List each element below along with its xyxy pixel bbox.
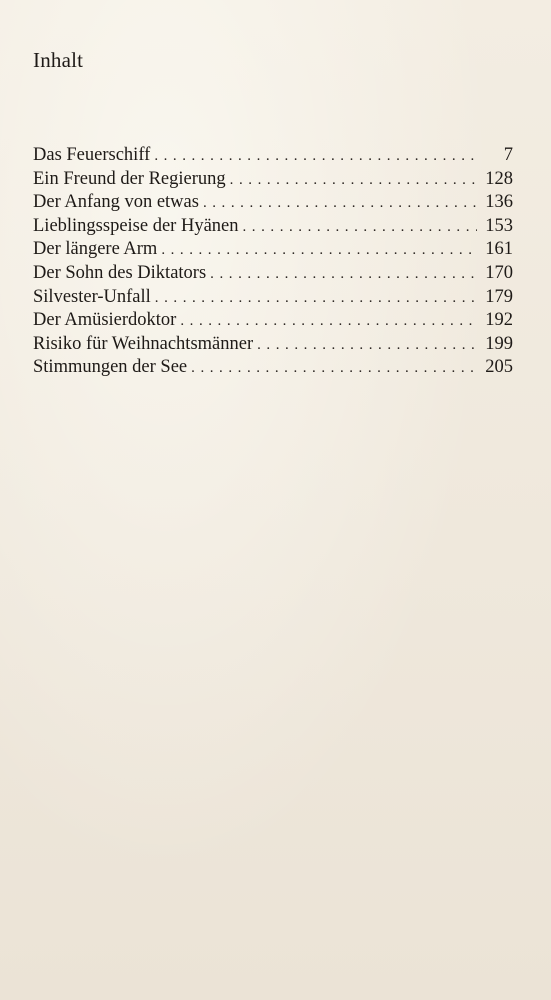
dot-leader bbox=[154, 145, 477, 169]
entry-title: Ein Freund der Regierung bbox=[33, 168, 226, 189]
dot-leader bbox=[230, 169, 477, 193]
entry-page-number: 7 bbox=[503, 145, 513, 165]
toc-entry bbox=[33, 262, 513, 286]
entry-title: Der Amüsierdoktor bbox=[33, 310, 177, 331]
entry-page-number: 170 bbox=[485, 262, 513, 283]
entry-page-number: 199 bbox=[485, 333, 513, 354]
entry-title: Der Anfang von etwas bbox=[33, 192, 199, 213]
dot-leader bbox=[155, 287, 477, 311]
entry-title: Risiko für Weihnachtsmänner bbox=[33, 333, 254, 354]
dot-leader bbox=[180, 310, 477, 334]
toc-entry bbox=[33, 356, 513, 380]
entry-page-number: 179 bbox=[485, 286, 513, 307]
toc-entry bbox=[33, 144, 513, 168]
entry-title: Der längere Arm bbox=[33, 239, 158, 260]
entry-page-number: 128 bbox=[485, 168, 513, 189]
entry-page-number: 153 bbox=[485, 215, 513, 236]
toc-entry bbox=[33, 191, 513, 215]
toc-entry bbox=[33, 168, 513, 192]
toc-entry bbox=[33, 238, 513, 262]
dot-leader bbox=[191, 357, 477, 381]
entry-page-number: 161 bbox=[485, 239, 513, 260]
toc-entry bbox=[33, 333, 513, 357]
entry-page-number: 205 bbox=[485, 357, 513, 378]
dot-leader bbox=[203, 192, 477, 216]
dot-leader bbox=[210, 263, 477, 287]
toc-entry bbox=[33, 215, 513, 239]
entry-title: Der Sohn des Diktators bbox=[33, 262, 207, 283]
entry-page-number: 136 bbox=[485, 192, 513, 213]
table-of-contents bbox=[33, 144, 513, 380]
entry-title: Stimmungen der See bbox=[33, 357, 188, 378]
entry-title: Silvester-Unfall bbox=[33, 286, 151, 307]
dot-leader bbox=[161, 239, 477, 263]
page-title: Inhalt bbox=[33, 48, 84, 72]
toc-entry bbox=[33, 286, 513, 310]
dot-leader bbox=[257, 334, 477, 358]
toc-entry bbox=[33, 309, 513, 333]
entry-title: Das Feuerschiff bbox=[33, 145, 151, 165]
entry-title: Lieblingsspeise der Hyänen bbox=[33, 215, 239, 236]
entry-page-number: 192 bbox=[485, 310, 513, 331]
dot-leader bbox=[243, 216, 478, 240]
